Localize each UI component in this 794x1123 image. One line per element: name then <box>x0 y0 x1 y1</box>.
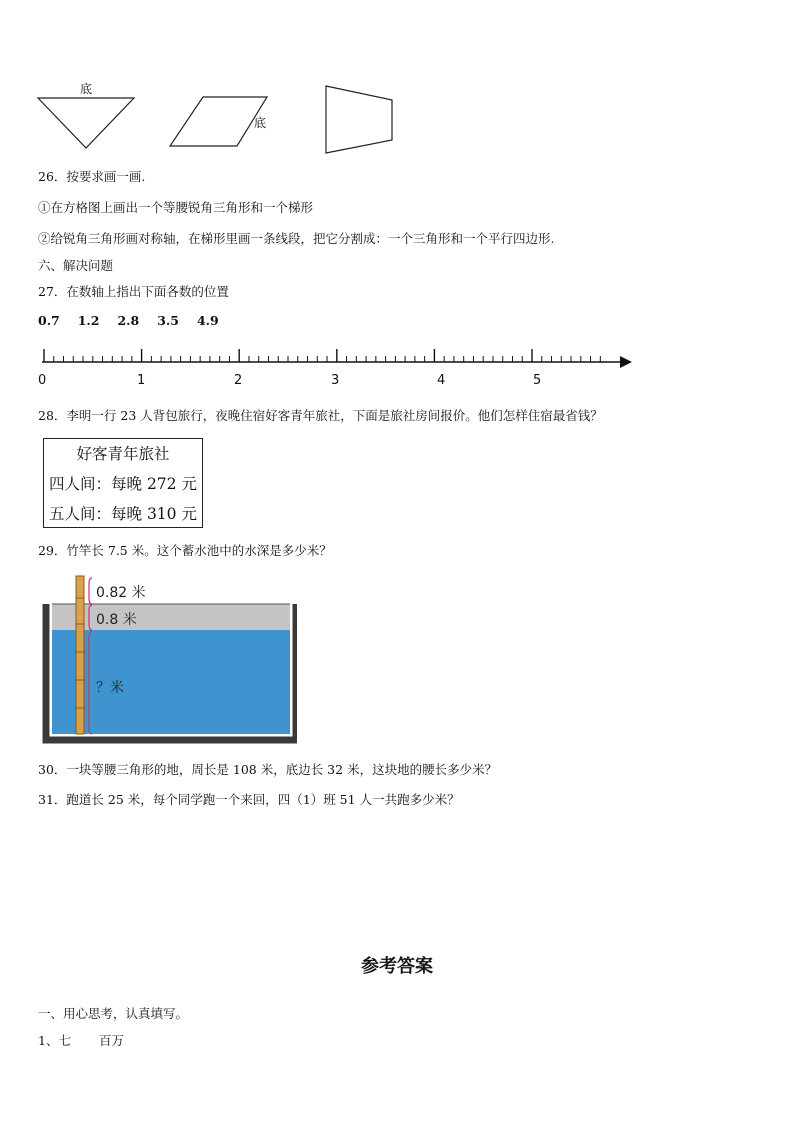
answers-section1: 一、用心思考，认真填写。 <box>38 1006 189 1021</box>
inverted-triangle <box>38 98 134 148</box>
q28-title: 28．李明一行 23 人背包旅行，夜晚住宿好客青年旅社，下面是旅社房间报价。他们怎样住宿最省钱？ <box>38 408 603 423</box>
answers-heading: 参考答案 <box>361 956 433 977</box>
triangle-base-label: 底 <box>80 82 93 96</box>
axis-label-3: 3 <box>331 373 340 388</box>
axis-label-2: 2 <box>234 373 243 388</box>
q27-title: 27．在数轴上指出下面各数的位置 <box>38 284 229 299</box>
bamboo-pole <box>76 576 84 734</box>
tank-gap-area <box>52 604 290 630</box>
q26-item1: ①在方格图上画出一个等腰锐角三角形和一个梯形 <box>38 200 314 215</box>
trapezoid <box>326 86 392 153</box>
answer-1-num: 1、七 <box>38 1033 71 1048</box>
section6-heading: 六、解决问题 <box>38 258 114 273</box>
tank-water <box>52 630 290 734</box>
price-five-room: 五人间：每晚 310 元 <box>49 505 197 523</box>
number-1-2: 1.2 <box>77 313 100 328</box>
q31-title: 31．跑道长 25 米，每个同学跑一个来回，四（1）班 51 人一共跑多少米？ <box>38 792 460 807</box>
number-axis <box>0 340 660 370</box>
hostel-name: 好客青年旅社 <box>76 445 170 463</box>
parallelogram <box>170 97 267 146</box>
parallelogram-base-label: 底 <box>254 116 267 130</box>
axis-label-1: 1 <box>137 373 146 388</box>
q29-title: 29．竹竿长 7.5 米。这个蓄水池中的水深是多少米？ <box>38 543 332 558</box>
price-four-room: 四人间：每晚 272 元 <box>49 475 197 493</box>
label-water-depth: ？米 <box>96 680 124 696</box>
q27-numbers <box>38 313 233 328</box>
answer-1-ans: 百万 <box>98 1033 124 1048</box>
brace-top <box>89 578 92 604</box>
water-tank-figure <box>42 572 297 744</box>
label-0-82: 0.82 米 <box>96 585 146 601</box>
axis-label-5: 5 <box>533 373 542 388</box>
number-4-9: 4.9 <box>196 313 219 328</box>
answer-1 <box>38 1031 124 1049</box>
number-0-7: 0.7 <box>38 313 60 328</box>
q30-title: 30．一块等腰三角形的地，周长是 108 米，底边长 32 米，这块地的腰长多少米？ <box>38 762 498 777</box>
label-0-8: 0.8 米 <box>96 612 137 628</box>
hostel-price-board <box>43 438 203 528</box>
axis-arrow-icon <box>620 356 632 368</box>
axis-label-0: 0 <box>38 373 47 388</box>
axis-label-4: 4 <box>437 373 446 388</box>
number-3-5: 3.5 <box>157 313 179 328</box>
q26-title: 26．按要求画一画. <box>38 169 146 184</box>
q26-item2: ②给锐角三角形画对称轴，在梯形里画一条线段，把它分割成：一个三角形和一个平行四边形. <box>38 231 555 246</box>
number-2-8: 2.8 <box>117 313 140 328</box>
